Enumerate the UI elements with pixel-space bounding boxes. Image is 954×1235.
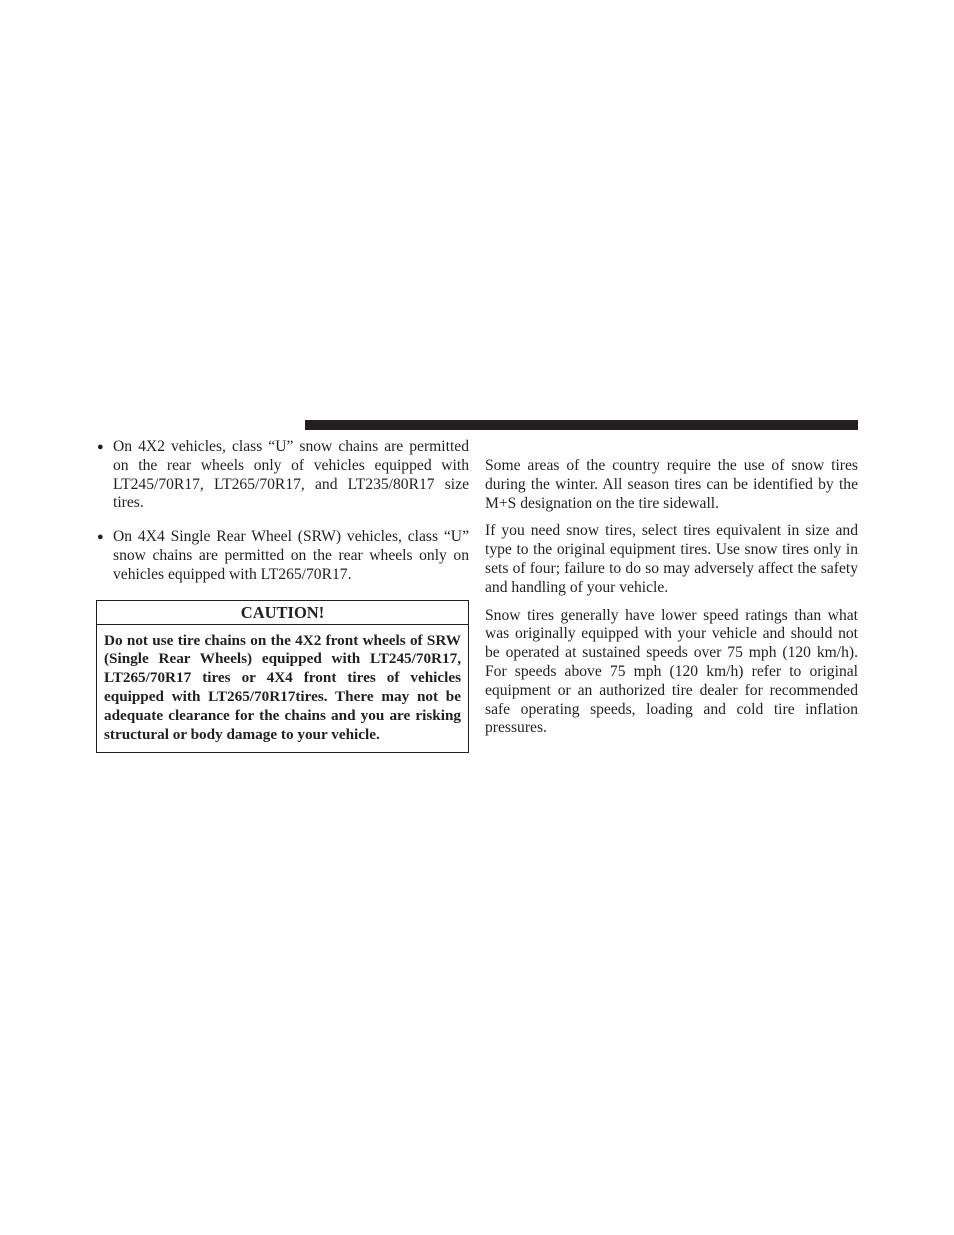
header-rule [305, 420, 858, 430]
caution-body: Do not use tire chains on the 4X2 front wheels of SRW (Single Rear Wheels) equipped with LT245/70R17, LT265/70R17 tires or 4X4 front tires of vehicles equipped with LT265/70R17tires. There may not be adequate clearance for the chains and you are risking structural or body damage to your vehicle. [104, 631, 461, 743]
bullet-item [96, 528, 469, 584]
paragraph-snow-tire-areas: Some areas of the country require the use of snow tires during the winter. All season tires can be identified by the M+S designation on the tire sidewall. [485, 457, 858, 512]
paragraph-speed-ratings: Snow tires generally have lower speed ratings than what was originally equipped with your vehicle and should not be operated at sustained speeds over 75 mph (120 km/h). For speeds above 75 mph (120 km/h) refer to original equipment or an authorized tire dealer for recommended safe operating speeds, loading and cold tire inflation pressures. [485, 606, 858, 737]
caution-title: CAUTION! [97, 601, 468, 625]
snow-chain-bullet-list [96, 438, 469, 585]
bullet-item [96, 438, 469, 513]
bullet-icon: ● [97, 531, 104, 544]
caution-box [96, 600, 469, 754]
paragraph-select-snow-tires: If you need snow tires, select tires equivalent in size and type to the original equipment tires. Use snow tires only in sets of four; failure to do so may adversely affect the safety and handling of your vehicle. [485, 522, 858, 596]
bullet-text: On 4X4 Single Rear Wheel (SRW) vehicles, class “U” snow chains are permitted on the rear wheels only on vehicles equipped with LT265/70R17. [113, 528, 469, 583]
right-column [485, 457, 858, 747]
bullet-text: On 4X2 vehicles, class “U” snow chains are permitted on the rear wheels only of vehicles equipped with LT245/70R17, LT265/70R17, and LT235/80R17 size tires. [113, 438, 469, 512]
left-column [96, 438, 469, 753]
bullet-icon: ● [97, 441, 104, 453]
